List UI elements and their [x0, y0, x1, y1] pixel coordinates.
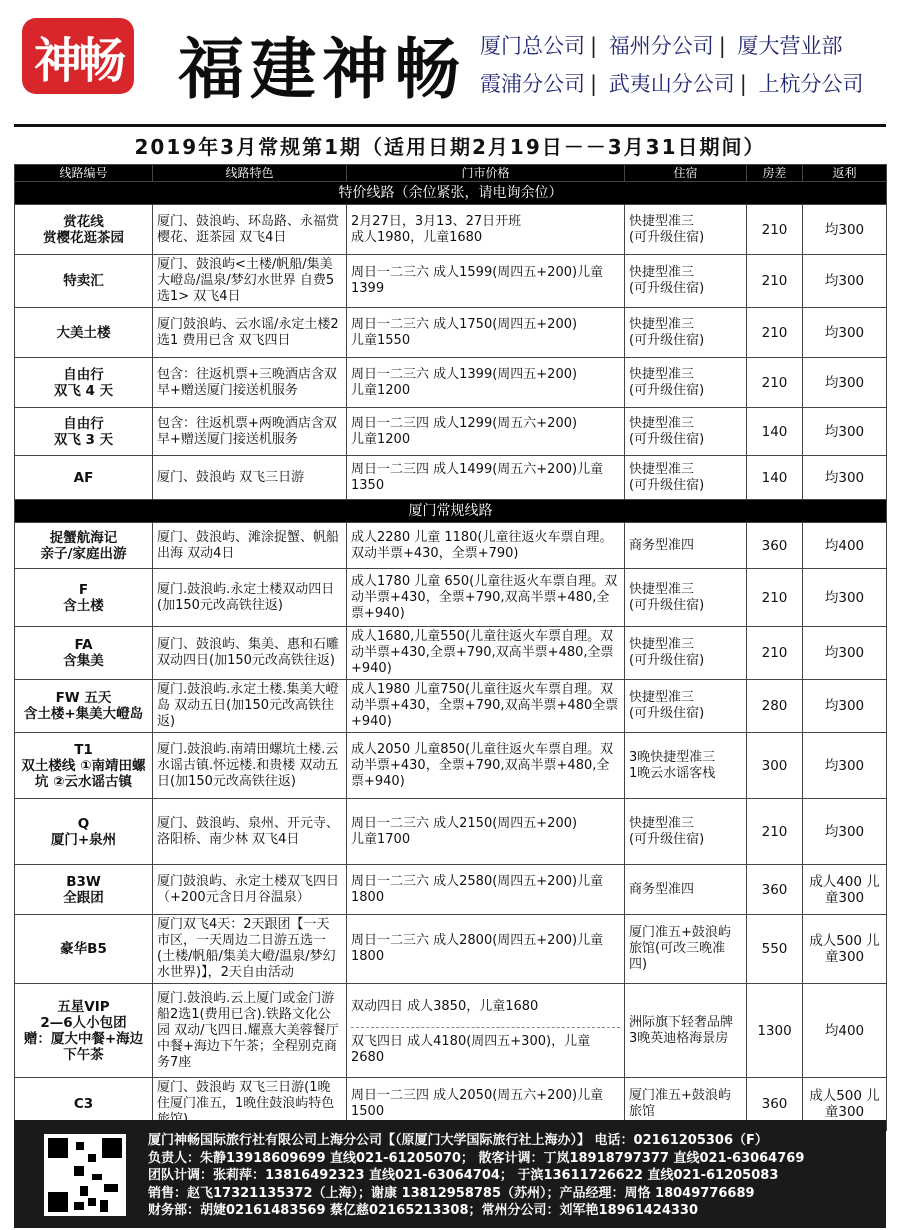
route-room-diff: 210	[747, 308, 803, 358]
qr-block	[102, 1138, 122, 1158]
route-rebate: 均300	[803, 680, 887, 733]
qr-block	[88, 1198, 96, 1206]
route-price: 成人1780 儿童 650(儿童往返火车票自理。双动半票+430，全票+790,双高半票+480,全票+940)	[347, 569, 625, 627]
col-price: 门市价格	[347, 165, 625, 182]
route-rebate: 成人400 儿童300	[803, 865, 887, 915]
col-code: 线路编号	[15, 165, 153, 182]
qr-block	[74, 1166, 84, 1176]
office-row-2: 霞浦分公司 | 武夷山分公司 | 上杭分公司	[480, 72, 864, 96]
route-room-diff: 1300	[747, 984, 803, 1078]
route-code: FA 含集美	[15, 627, 153, 680]
section-special-header: 特价线路（余位紧张，请电询余位）	[15, 182, 887, 205]
manager-line: 负责人：朱静13918609699 直线021-61205070； 散客计调：丁岚18918797377 直线021-63064769	[148, 1150, 805, 1166]
office-list	[480, 30, 880, 106]
route-room-diff: 210	[747, 569, 803, 627]
route-hotel: 快捷型准三 (可升级住宿)	[625, 205, 747, 255]
route-hotel: 商务型准四	[625, 865, 747, 915]
route-rebate: 均300	[803, 456, 887, 500]
route-code: 赏花线 赏樱花逛茶园	[15, 205, 153, 255]
route-feature: 厦门、鼓浪屿、泉州、开元寺、洛阳桥、南少林 双飞4日	[153, 799, 347, 865]
route-code: 自由行 双飞 3 天	[15, 408, 153, 456]
route-feature: 厦门、鼓浪屿、环岛路、永福赏樱花、逛茶园 双飞4日	[153, 205, 347, 255]
route-feature: 厦门鼓浪屿、永定土楼双飞四日（+200元含日月谷温泉）	[153, 865, 347, 915]
sales-line: 销售：赵飞17321135372（上海）；谢康 13812958785（苏州）；产品经理：周恪 18049776689	[148, 1185, 755, 1201]
route-feature: 厦门鼓浪屿、云水谣/永定土楼2选1 费用已含 双飞四日	[153, 308, 347, 358]
route-room-diff: 210	[747, 627, 803, 680]
route-rebate: 均400	[803, 523, 887, 569]
col-room-diff: 房差	[747, 165, 803, 182]
route-feature: 厦门.鼓浪屿.永定土楼双动四日(加150元改高铁往返)	[153, 569, 347, 627]
route-price: 周日一二三六 成人2800(周四五+200)儿童1800	[347, 915, 625, 984]
route-hotel: 洲际旗下轻奢品牌 3晚英迪格海景房	[625, 984, 747, 1078]
route-room-diff: 300	[747, 733, 803, 799]
route-room-diff: 140	[747, 408, 803, 456]
table-row	[15, 733, 887, 799]
qr-block	[48, 1192, 68, 1212]
route-hotel: 厦门准五+鼓浪屿旅馆	[625, 1078, 747, 1131]
route-code: 豪华B5	[15, 915, 153, 984]
table-row	[15, 308, 887, 358]
table-row	[15, 205, 887, 255]
route-price: 周日一二三六 成人1399(周四五+200) 儿童1200	[347, 358, 625, 408]
route-hotel: 快捷型准三 (可升级住宿)	[625, 456, 747, 500]
route-hotel: 厦门准五+鼓浪屿旅馆(可改三晚准四)	[625, 915, 747, 984]
qr-block	[48, 1138, 68, 1158]
office-xiada: 厦大营业部	[737, 34, 843, 58]
qr-block	[74, 1202, 84, 1210]
route-rebate: 均300	[803, 627, 887, 680]
route-rebate: 均300	[803, 308, 887, 358]
route-hotel: 快捷型准三 (可升级住宿)	[625, 627, 747, 680]
route-hotel: 快捷型准三 (可升级住宿)	[625, 799, 747, 865]
office-xiapu: 霞浦分公司	[480, 72, 585, 96]
table-header-row	[15, 165, 887, 182]
route-price: 周日一二三六 成人1599(周四五+200)儿童1399	[347, 255, 625, 308]
route-price: 成人1980 儿童750(儿童往返火车票自理。双动半票+430，全票+790,双高半票+480全票+940)	[347, 680, 625, 733]
table-row	[15, 255, 887, 308]
group-line: 团队计调：张莉萍：13816492323 直线021-63064704； 于滨13611726622 直线021-61205083	[148, 1168, 779, 1184]
route-rebate: 均300	[803, 569, 887, 627]
table-row	[15, 799, 887, 865]
route-feature: 包含：往返机票+三晚酒店含双早+赠送厦门接送机服务	[153, 358, 347, 408]
route-room-diff: 210	[747, 255, 803, 308]
route-rebate: 均300	[803, 408, 887, 456]
route-code: T1 双土楼线 ①南靖田螺坑 ②云水谣古镇	[15, 733, 153, 799]
company-line: 厦门神畅国际旅行社有限公司上海分公司【（原厦门大学国际旅行社上海办）】 电话：02161205306（F）	[148, 1133, 768, 1148]
route-feature: 包含：往返机票+两晚酒店含双早+赠送厦门接送机服务	[153, 408, 347, 456]
route-room-diff: 210	[747, 358, 803, 408]
route-rebate: 均300	[803, 205, 887, 255]
route-feature: 厦门、鼓浪屿、滩涂捉蟹、帆船出海 双动4日	[153, 523, 347, 569]
qr-block	[80, 1186, 88, 1196]
route-rebate: 均300	[803, 799, 887, 865]
section-regular-header: 厦门常规线路	[15, 500, 887, 523]
route-hotel: 快捷型准三 (可升级住宿)	[625, 308, 747, 358]
route-rebate: 均300	[803, 255, 887, 308]
route-price: 周日一二三四 成人1299(周五六+200) 儿童1200	[347, 408, 625, 456]
route-code: AF	[15, 456, 153, 500]
table-row	[15, 680, 887, 733]
route-hotel: 快捷型准三 (可升级住宿)	[625, 680, 747, 733]
table-row	[15, 358, 887, 408]
route-room-diff: 360	[747, 1078, 803, 1131]
office-fuzhou: 福州分公司	[608, 34, 714, 58]
col-feature: 线路特色	[153, 165, 347, 182]
route-code: 大美土楼	[15, 308, 153, 358]
route-feature: 厦门.鼓浪屿.云上厦门或金门游船2选1(费用已含).铁路文化公园 双动/飞四日.耀熹大美蓉餐厅中餐+海边下午茶；全程别克商务7座	[153, 984, 347, 1078]
route-price: 周日一二三六 成人2580(周四五+200)儿童1800	[347, 865, 625, 915]
route-code: C3	[15, 1078, 153, 1131]
route-room-diff: 360	[747, 523, 803, 569]
route-code: F 含土楼	[15, 569, 153, 627]
route-hotel: 商务型准四	[625, 523, 747, 569]
route-room-diff: 360	[747, 865, 803, 915]
route-room-diff: 550	[747, 915, 803, 984]
route-hotel: 3晚快捷型准三 1晚云水谣客栈	[625, 733, 747, 799]
qr-code-icon	[44, 1134, 126, 1216]
route-room-diff: 210	[747, 205, 803, 255]
office-shanghang: 上杭分公司	[758, 72, 864, 96]
route-hotel: 快捷型准三 (可升级住宿)	[625, 358, 747, 408]
table-row	[15, 627, 887, 680]
office-row-1: 厦门总公司 | 福州分公司 | 厦大营业部	[480, 34, 843, 58]
table-row-vip	[15, 984, 887, 1078]
route-code: 捉蟹航海记 亲子/家庭出游	[15, 523, 153, 569]
route-feature: 厦门、鼓浪屿 双飞三日游(1晚住厦门准五，1晚住鼓浪屿特色	[153, 1078, 347, 1131]
route-price: 成人1680,儿童550(儿童往返火车票自理。双动半票+430,全票+790,双高半票+480,全票+940)	[347, 627, 625, 680]
route-price: 周日一二三四 成人1499(周五六+200)儿童1350	[347, 456, 625, 500]
finance-line: 财务部：胡婕02161483569 蔡亿慈02165213308；常州分公司：刘军艳18961424330	[148, 1203, 699, 1219]
route-price: 成人2050 儿童850(儿童往返火车票自理。双动半票+430，全票+790,双高半票+480,全票+940)	[347, 733, 625, 799]
route-rebate: 成人500 儿童300	[803, 1078, 887, 1131]
route-code: Q 厦门+泉州	[15, 799, 153, 865]
route-feature: 厦门.鼓浪屿.永定土楼.集美大嶝岛 双动五日(加150元改高铁往返)	[153, 680, 347, 733]
col-rebate: 返利	[803, 165, 887, 182]
qr-block	[104, 1184, 118, 1192]
seal-text: 神畅	[33, 32, 122, 89]
route-price-table	[14, 164, 887, 1131]
table-row	[15, 408, 887, 456]
logo-seal	[22, 18, 134, 94]
route-rebate: 均300	[803, 358, 887, 408]
col-hotel: 住宿	[625, 165, 747, 182]
route-price: 周日一二三四 成人2050(周五六+200)儿童1500	[347, 1078, 625, 1131]
table-row	[15, 456, 887, 500]
route-hotel: 快捷型准三 (可升级住宿)	[625, 408, 747, 456]
brand-name: 福建神畅	[178, 30, 466, 108]
qr-block	[92, 1174, 102, 1180]
route-feature: 厦门.鼓浪屿.南靖田螺坑土楼.云水谣古镇.怀远楼.和贵楼 双动五日(加150元改高铁往返)	[153, 733, 347, 799]
route-room-diff: 140	[747, 456, 803, 500]
route-feature: 厦门、鼓浪屿 双飞三日游	[153, 456, 347, 500]
route-feature: 厦门双飞4天：2天跟团【一天市区，一天周边二日游五选一(土楼/帆船/集美大嶝/温泉/梦幻水世界)】，2天自由活动	[153, 915, 347, 984]
route-code: FW 五天 含土楼+集美大嶝岛	[15, 680, 153, 733]
table-row	[15, 523, 887, 569]
route-price: 双动四日 成人3850，儿童1680 双飞四日 成人4180(周四五+300)，儿童2680	[347, 984, 625, 1078]
office-wuyishan: 武夷山分公司	[608, 72, 735, 96]
qr-block	[76, 1142, 84, 1150]
route-price: 成人2280 儿童 1180(儿童往返火车票自理。双动半票+430，全票+790)	[347, 523, 625, 569]
route-price: 2月27日，3月13、27日开班 成人1980，儿童1680	[347, 205, 625, 255]
header	[0, 0, 900, 112]
qr-block	[88, 1154, 96, 1162]
route-code: B3W 全跟团	[15, 865, 153, 915]
route-room-diff: 280	[747, 680, 803, 733]
route-room-diff: 210	[747, 799, 803, 865]
route-price: 周日一二三六 成人2150(周四五+200) 儿童1700	[347, 799, 625, 865]
page-title: 2019年3月常规第1期（适用日期2月19日－－3月31日期间）	[134, 135, 766, 159]
route-rebate: 均400	[803, 984, 887, 1078]
qr-block	[100, 1200, 108, 1212]
route-price: 周日一二三六 成人1750(周四五+200) 儿童1550	[347, 308, 625, 358]
route-rebate: 成人500 儿童300	[803, 915, 887, 984]
route-rebate: 均300	[803, 733, 887, 799]
office-xiamen: 厦门总公司	[480, 34, 585, 58]
table-row-b5	[15, 915, 887, 984]
route-feature: 厦门、鼓浪屿<土楼/帆船/集美大嶝岛/温泉/梦幻水世界 自费5选1> 双飞4日	[153, 255, 347, 308]
route-hotel: 快捷型准三 (可升级住宿)	[625, 569, 747, 627]
route-hotel: 快捷型准三 (可升级住宿)	[625, 255, 747, 308]
route-code: 特卖汇	[15, 255, 153, 308]
table-row	[15, 569, 887, 627]
route-code: 自由行 双飞 4 天	[15, 358, 153, 408]
route-code: 五星VIP 2—6人小包团 赠：厦大中餐+海边下午茶	[15, 984, 153, 1078]
header-divider	[14, 124, 886, 127]
route-feature: 厦门、鼓浪屿、集美、惠和石雕 双动四日(加150元改高铁往返)	[153, 627, 347, 680]
table-row-b3w	[15, 865, 887, 915]
contact-info	[148, 1132, 883, 1220]
contact-footer	[14, 1120, 886, 1228]
